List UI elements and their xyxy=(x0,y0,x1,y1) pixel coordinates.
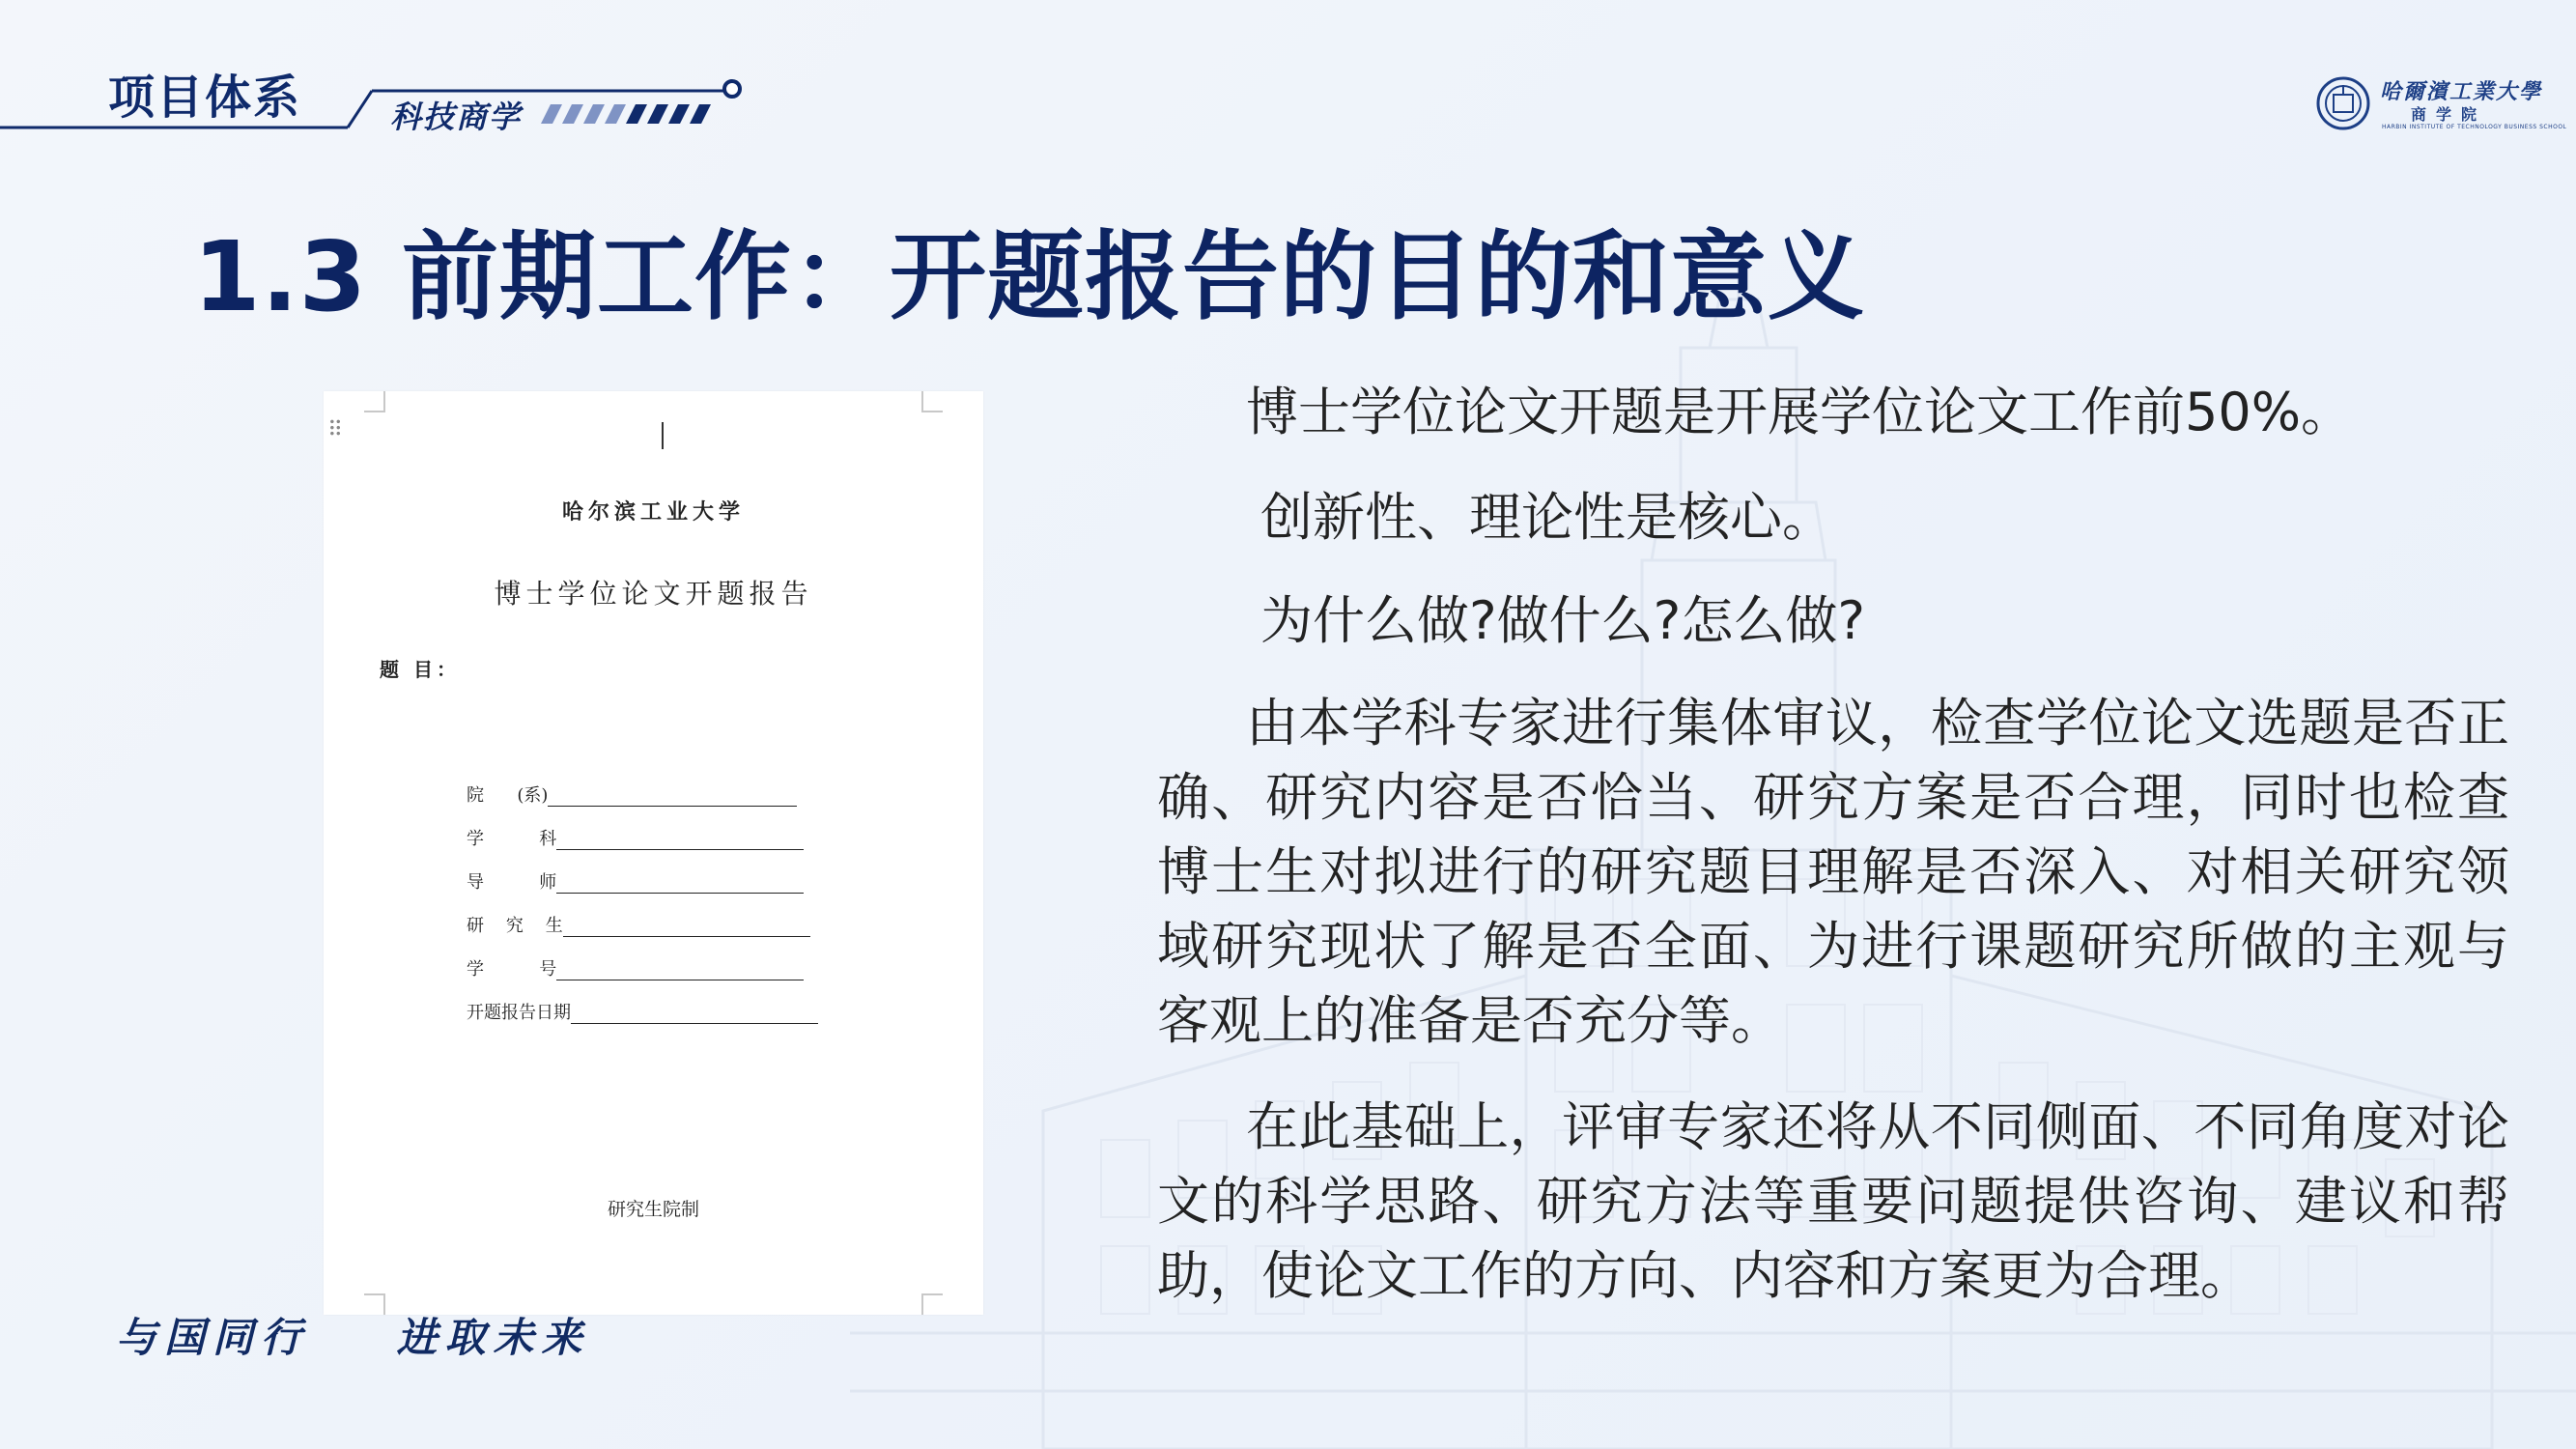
doc-field-row xyxy=(467,781,797,807)
header-subtitle: 科技商学 xyxy=(390,99,523,135)
doc-field-line xyxy=(563,917,810,937)
doc-field-line xyxy=(556,830,804,850)
section-title: 项目体系 xyxy=(108,71,302,125)
doc-field-label: 院 (系) xyxy=(467,785,549,806)
content-paragraph-1: 博士学位论文开题是开展学位论文工作前50%。 xyxy=(1246,382,2354,442)
doc-field-line xyxy=(548,786,797,807)
logo-university-name: 哈爾濱工業大學 xyxy=(2380,80,2543,104)
doc-field-line xyxy=(556,960,804,980)
doc-field-label: 学 号 xyxy=(467,959,557,980)
doc-field-row xyxy=(467,868,804,894)
content-paragraph-4: 由本学科专家进行集体审议，检查学位论文选题是否正确、研究内容是否恰当、研究方案是否合理，同时也检查博士生对拟进行的研究题目理解是否深入、对相关研究领域研究现状了解是否全面、为进行课题研究所做的主观与客观上的准备是否充分等。 xyxy=(1157,693,2509,1051)
content-paragraph-5: 在此基础上，评审专家还将从不同侧面、不同角度对论文的科学思路、研究方法等重要问题提供咨询、建议和帮助，使论文工作的方向、内容和方案更为合理。 xyxy=(1157,1096,2509,1306)
doc-university: 哈尔滨工业大学 xyxy=(561,499,745,525)
doc-topic-label: 题 目： xyxy=(380,658,460,681)
doc-field-label: 导 师 xyxy=(467,872,557,893)
footer-slogan: 与国同行 进取未来 xyxy=(116,1314,590,1361)
text-cursor xyxy=(662,422,664,449)
page-corner-mark xyxy=(921,1293,943,1315)
page-corner-mark xyxy=(364,391,385,412)
content-paragraph-2: 创新性、理论性是核心。 xyxy=(1260,487,1834,548)
page-title: 1.3 前期工作：开题报告的目的和意义 xyxy=(193,220,1865,333)
content-paragraph-3: 为什么做?做什么?怎么做? xyxy=(1260,590,1865,651)
doc-footer: 研究生院制 xyxy=(607,1199,699,1220)
doc-field-row xyxy=(467,999,818,1024)
doc-field-label: 学 科 xyxy=(467,829,557,849)
doc-field-line xyxy=(571,1004,818,1024)
header-divider-decoration xyxy=(0,58,753,135)
logo-english-name: HARBIN INSTITUTE OF TECHNOLOGY BUSINESS SCHOOL xyxy=(2382,124,2567,130)
doc-field-row xyxy=(467,912,810,937)
page-corner-mark xyxy=(921,391,943,412)
report-cover-preview xyxy=(324,391,983,1315)
doc-field-row xyxy=(467,825,804,850)
doc-report-title: 博士学位论文开题报告 xyxy=(494,578,813,610)
logo-school-name: 商学院 xyxy=(2411,105,2487,124)
doc-field-label: 研 究 生 xyxy=(467,916,563,936)
drag-handle-icon[interactable]: ⠿ xyxy=(327,418,344,442)
doc-field-row xyxy=(467,955,804,980)
doc-field-label: 开题报告日期 xyxy=(467,1003,571,1023)
doc-field-line xyxy=(556,873,804,894)
